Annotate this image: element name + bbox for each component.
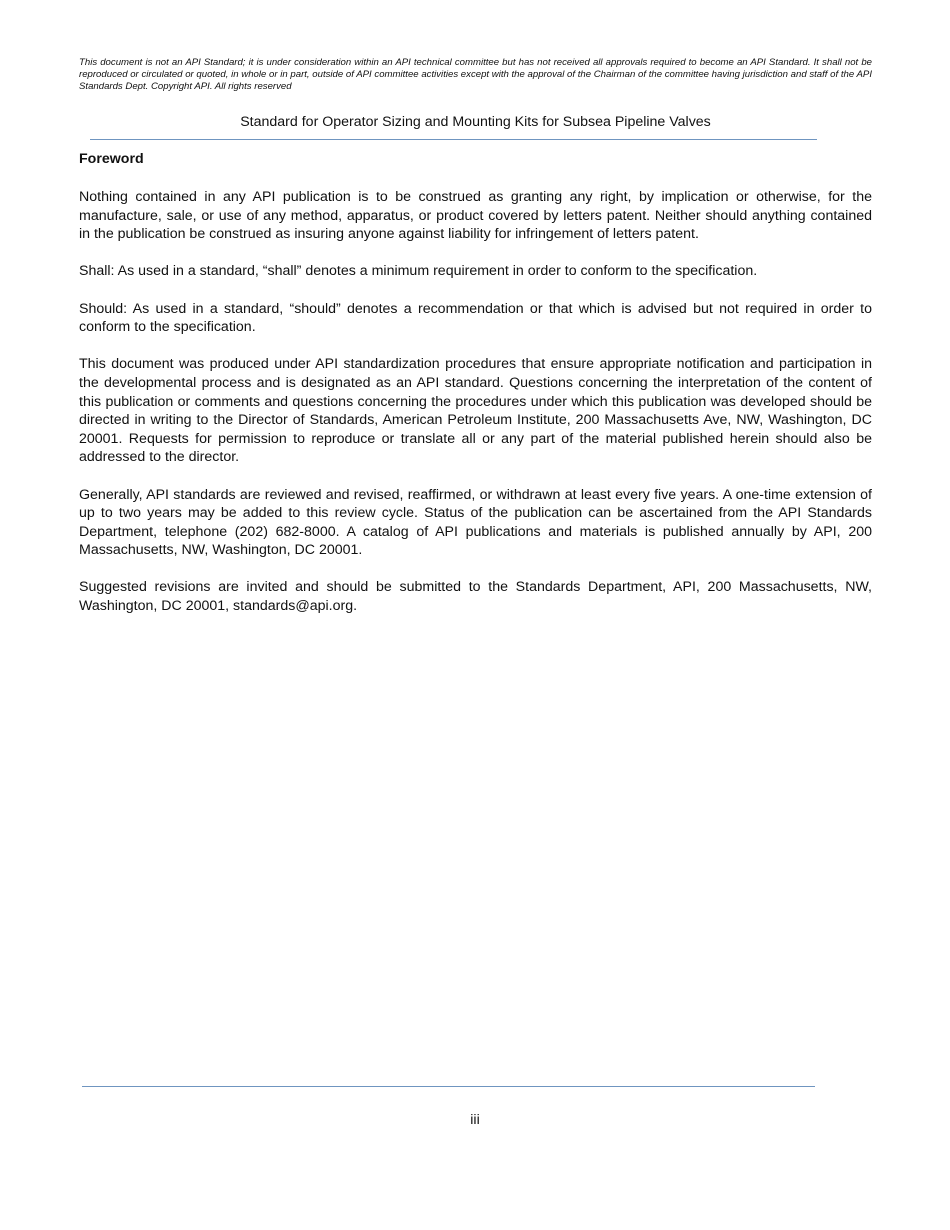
paragraph-procedures: This document was produced under API standardization procedures that ensure appropriate notification and participation in the developmental process and is designated as an API standard. Questions concerning the interpretation of the content of this publication or comments and questions concerning the procedures under which this publication was developed should be directed in writing to the Director of Standards, American Petroleum Institute, 200 Massachusetts Ave, NW, Washington, DC 20001. Requests for permission to reproduce or translate all or any part of the material published herein should also be addressed to the director. [79,356,872,466]
paragraph-review-cycle: Generally, API standards are reviewed and revised, reaffirmed, or withdrawn at least every five years. A one-time extension of up to two years may be added to this review cycle. Status of the publication can be ascertained from the API Standards Department, telephone (202) 682-8000. A catalog of API publications and materials is published annually by API, 200 Massachusetts, NW, Washington, DC 20001. [79,486,872,559]
document-title: Standard for Operator Sizing and Mounting Kits for Subsea Pipeline Valves [240,114,711,130]
page-number: iii [470,1112,480,1128]
paragraph-should: Should: As used in a standard, “should” denotes a recommendation or that which is advised but not required in order to conform to the specification. [79,300,872,336]
foreword-body [79,188,872,634]
paragraph-patent: Nothing contained in any API publication is to be construed as granting any right, by implication or otherwise, for the manufacture, sale, or use of any method, apparatus, or product covered by letters patent. Neither should anything contained in the publication be construed as insuring anyone against liability for infringement of letters patent. [79,189,872,243]
section-heading: Foreword [79,151,144,167]
header-divider [90,139,817,140]
paragraph-revisions: Suggested revisions are invited and should be submitted to the Standards Department, API, 200 Massachusetts, NW, Washington, DC 20001, standards@api.org. [79,579,872,615]
copyright-disclaimer: This document is not an API Standard; it is under consideration within an API technical committee but has not received all approvals required to become an API Standard. It shall not be reproduced or circulated or quoted, in whole or in part, outside of API committee activities except with the approval of the Chairman of the committee having jurisdiction and staff of the API Standards Dept. Copyright API. All rights reserved [79,57,872,92]
footer-divider [82,1086,815,1087]
paragraph-shall: Shall: As used in a standard, “shall” denotes a minimum requirement in order to conform to the specification. [79,263,758,280]
